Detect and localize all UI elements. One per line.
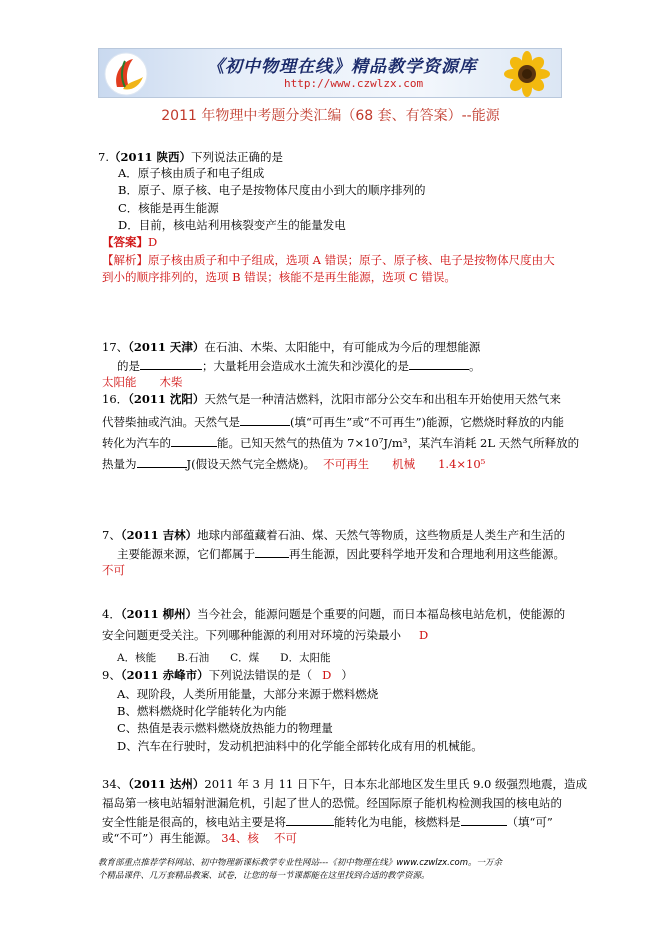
q6-option-d: D、汽车在行驶时，发动机把油料中的化学能全部转化成有用的机械能。 (117, 739, 483, 753)
q2-blank-1[interactable] (140, 357, 202, 370)
q3-line-4 (102, 455, 485, 472)
question-7-line-1 (102, 777, 587, 792)
q2-number: 17、 (102, 340, 129, 354)
q3-line-3 (102, 434, 579, 451)
q6-stem-text: 下列说法错误的是（ (208, 668, 313, 682)
sunflower-icon (497, 50, 557, 98)
q1-option-b: B．原子、原子核、电子是按物体尺度由小到大的顺序排列的 (118, 183, 426, 197)
q1-source: （2011 陕西） (108, 150, 191, 164)
q2-line2-c: 。 (469, 359, 481, 373)
q4-source: （2011 吉林） (120, 528, 198, 542)
q1-analysis-line-1: 【解析】原子核由质子和中子组成，选项 A 错误；原子、原子核、电子是按物体尺度由大 (102, 253, 555, 267)
q5-line1-text: 当今社会，能源问题是个重要的问题，而日本福岛核电站危机，使能源的 (197, 607, 566, 621)
q5-source: （2011 柳州） (120, 607, 198, 621)
q2-line2-b: ；大量耗用会造成水土流失和沙漠化的是 (202, 359, 409, 373)
q7-line4-a: 或“不可”）再生能源。 (102, 831, 218, 845)
q3-line2-a: 代替柴抽或汽油。天然气是 (102, 415, 240, 429)
q4-answer: 不可 (102, 563, 125, 577)
q1-number: 7. (98, 150, 109, 164)
q1-answer-label: 【答案】 (102, 235, 148, 249)
question-6-stem (102, 668, 353, 683)
q6-option-c: C、热值是表示燃料燃烧放热能力的物理量 (117, 721, 333, 735)
q7-line3-a: 安全性能是很高的，核电站主要是将 (102, 815, 286, 829)
q4-line2-a: 主要能源来源，它们都属于 (117, 547, 255, 561)
q6-option-a: A、现阶段，人类所用能量，大部分来源于燃料燃烧 (117, 687, 379, 701)
q7-line1-text: 2011 年 3 月 11 日下午，日本东北部地区发生里氏 9.0 级强烈地震，造成 (204, 777, 587, 791)
question-1-stem (98, 150, 283, 165)
q4-blank-1[interactable] (255, 545, 289, 558)
q3-answer: 不可再生 机械 1.4×10⁵ (323, 457, 486, 471)
q7-number: 34、 (102, 777, 129, 791)
q7-blank-2[interactable] (461, 813, 507, 826)
q1-option-a: A．原子核由质子和电子组成 (118, 166, 265, 180)
q3-line-2 (102, 413, 564, 430)
q5-number: 4． (102, 607, 121, 621)
banner-title: 《初中物理在线》精品教学资源库 (207, 57, 477, 77)
q7-line3-b: 能转化为电能，核燃料是 (334, 815, 461, 829)
question-3-line-1 (102, 392, 561, 407)
q3-number: 16． (102, 392, 129, 406)
q3-line3-b: 能。已知天然气的热值为 7×10⁷J/m³，某汽车消耗 2L 天然气所释放的 (217, 436, 580, 450)
q7-line-4 (102, 831, 297, 846)
q6-answer: D (322, 668, 332, 682)
q4-line-2 (117, 545, 565, 562)
q4-line1-text: 地球内部蕴藏着石油、煤、天然气等物质，这些物质是人类生产和生活的 (197, 528, 566, 542)
q4-line2-b: 再生能源，因此要科学地开发和合理地利用这些能源。 (289, 547, 565, 561)
q1-option-d: D．目前，核电站利用核裂变产生的能量发电 (118, 218, 346, 232)
q7-answer: 34、核 不可 (221, 831, 298, 845)
q3-line4-b: J(假设天然气完全燃烧)。 (186, 457, 316, 471)
page-footer (98, 857, 568, 883)
question-5-line-1 (102, 607, 565, 622)
q7-line-2: 福岛第一核电站辐射泄漏危机，引起了世人的恐慌。经国际原子能机构检测我国的核电站的 (102, 796, 562, 810)
q1-analysis-line-2: 到小的顺序排列的，选项 B 错误；核能不是再生能源，选项 C 错误。 (102, 270, 456, 284)
header-banner (98, 48, 562, 98)
q4-number: 7、 (102, 528, 121, 542)
q6-source: （2011 赤峰市） (120, 668, 209, 682)
question-4-line-1 (102, 528, 565, 543)
banner-url[interactable]: http://www.czwlzx.com (284, 77, 424, 90)
q3-line3-a: 转化为汽车的 (102, 436, 171, 450)
q1-answer-value: D (148, 235, 158, 249)
q5-options: A．核能 B.石油 C．煤 D．太阳能 (117, 652, 331, 664)
q3-line1-text: 天然气是一种清洁燃料，沈阳市部分公交车和出租车开始使用天然气来 (204, 392, 561, 406)
q2-stem-text: 在石油、木柴、太阳能中，有可能成为今后的理想能源 (204, 340, 481, 354)
q3-line4-a: 热量为 (102, 457, 137, 471)
q7-source: （2011 达州） (128, 777, 205, 791)
footer-line-1: 教育部重点推荐学科网站、初中物理新课标教学专业性网站---《初中物理在线》www.czwlzx.com。一万余 (98, 858, 503, 868)
document-title: 2011 年物理中考题分类汇编（68 套、有答案）--能源 (161, 108, 500, 124)
q3-source: （2011 沈阳） (128, 392, 205, 406)
q1-answer (102, 235, 157, 250)
site-logo-icon (103, 51, 149, 97)
q5-answer: D (419, 628, 429, 642)
q7-line-3 (102, 813, 553, 830)
q6-close-paren: ） (341, 668, 353, 682)
q6-option-b: B、燃料燃烧时化学能转化为内能 (117, 704, 287, 718)
q1-option-c: C．核能是再生能源 (118, 201, 219, 215)
q3-line2-b: (填“可再生”或“不可再生”)能源，它燃烧时释放的内能 (290, 415, 564, 429)
q2-answer: 太阳能 木柴 (102, 375, 183, 389)
q6-number: 9、 (102, 668, 121, 682)
q2-source: （2011 天津） (128, 340, 205, 354)
q5-line2-text: 安全问题更受关注。下列哪种能源的利用对环境的污染最小 (102, 628, 401, 642)
q2-line2-a: 的是 (117, 359, 140, 373)
q3-blank-3[interactable] (137, 455, 187, 468)
q1-stem-text: 下列说法正确的是 (191, 150, 283, 164)
question-2-stem (102, 340, 480, 355)
q2-line-2 (117, 357, 481, 374)
q3-blank-1[interactable] (240, 413, 290, 426)
q7-blank-1[interactable] (286, 813, 334, 826)
q2-blank-2[interactable] (409, 357, 469, 370)
footer-line-2: 个精品课件、几万套精品教案、试卷，让您的每一节课都能在这里找到合适的教学资源。 (98, 871, 430, 881)
q3-blank-2[interactable] (171, 434, 217, 447)
q7-line3-c: （填“可” (506, 815, 553, 829)
q5-line-2 (102, 628, 428, 643)
